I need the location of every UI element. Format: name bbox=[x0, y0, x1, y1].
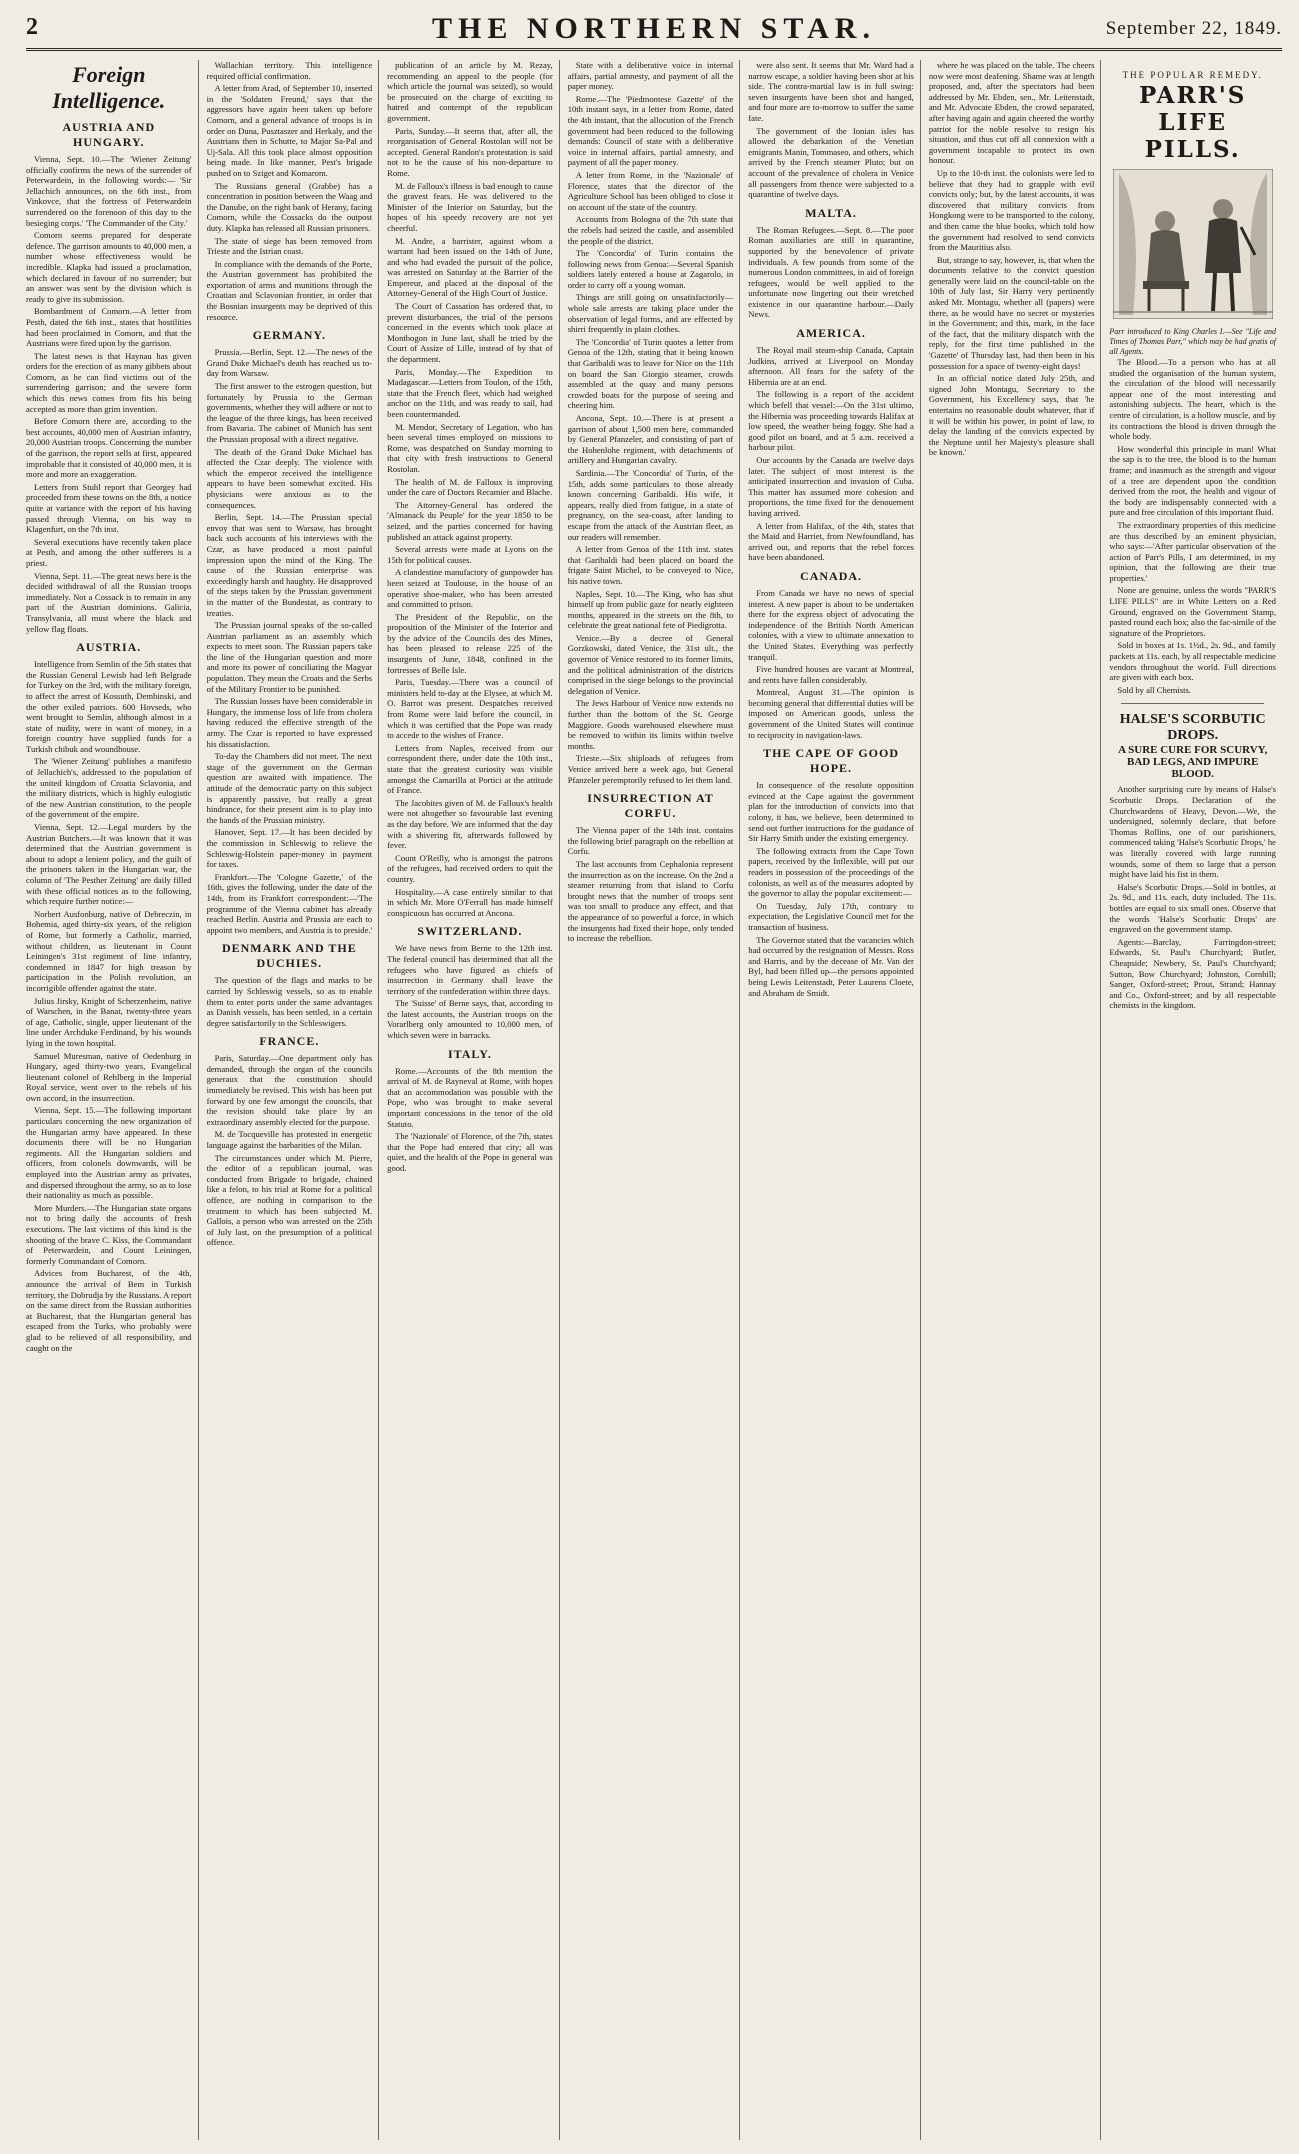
paragraph: Count O'Reilly, who is amongst the patrons of the refugees, had received orders to quit the country. bbox=[387, 852, 553, 884]
paragraph: The Russians general (Grabbe) has a concentration in position between the Waag and the Danube, on the right bank of Herany, facing Comorn, while the Cossacks do the outpost duty. Klapka has released all Russian prisoners. bbox=[206, 180, 373, 233]
paragraph: The following extracts from the Cape Town papers, received by the Inflexible, will put our readers in possession of the proceedings of the colonists, as well as of the measures adopted by the governor to allay the popular excitement:— bbox=[748, 845, 914, 899]
paragraph: Julius Jirsky, Knight of Scherzenheim, native of Warschen, in the Banat, twenty-three years of age, Catholic, single, upper lieutenant of the line under Archduke Ferdinand, by his wounds lying in the town hospital. bbox=[26, 995, 192, 1048]
paragraph: The extraordinary properties of this medicine are thus described by an eminent physician, who says:—'After particular observation of the action of Parr's Pills, I am determined, in my opinion, that the following are their true properties.' bbox=[1109, 519, 1276, 583]
column-3 bbox=[387, 60, 560, 2140]
article-body bbox=[207, 1053, 373, 1248]
paragraph: Things are still going on unsatisfactorily—whole sale arrests are taking place under the observation of legal forms, and are effected by shirri frequently in plain clothes. bbox=[567, 292, 734, 335]
paragraph: M. de Falloux's illness is bad enough to cause the gravest fears. He was delivered to the Minister of the Interior on Saturday, but the hopes of his speedy recovery are not yet cheerful. bbox=[387, 180, 553, 233]
paragraph: Letters from Stuhl report that Georgey had proceeded from these towns on the 8th, a notice quite at variance with the report of his having passed through Vienna, on his way to Klagenfurt, on the 7th inst. bbox=[26, 481, 192, 535]
article-body bbox=[26, 659, 192, 1353]
illustration-caption: Parr introduced to King Charles I.—See "Life and Times of Thomas Parr," which may be had gratis of all Agents. bbox=[1109, 327, 1276, 356]
paragraph: Vienna, Sept. 12.—Legal murders by the Austrian Butchers.—It was known that it was determined that the Austrian government is about to adopt a lenient policy, and the guilt of the prisoners taken in the Hungarian war, the column of 'The Pesther Zeitung' are daily filled with these official notices as to the following, which require further notice:— bbox=[26, 822, 192, 907]
paragraph: M. de Tocqueville has protested in energetic language against the barbarities of the Milan. bbox=[206, 1129, 373, 1151]
paragraph: The latest news is that Haynau has given orders for the erection of as many gibbets about Comorn, as he can find victims out of the surrendering garrison; and the severe form which this news comes from fits his being accepted as more than grim invention. bbox=[26, 350, 192, 414]
issue-date: September 22, 1849. bbox=[1105, 18, 1282, 39]
paragraph: Comorn seems prepared for desperate defence. The garrison amounts to 40,000 men, a number whose effectiveness would be incredible. Klapka had issued a proclamation, which declared in favour of no surrender; but an answer was sent by the division which is ready to give its submission. bbox=[26, 230, 192, 304]
paragraph: The Court of Cassation has ordered that, to prevent disturbances, the trial of the persons concerned in the events which took place at Montbogon in June last, shall be tried by the Court of Assize of Lille, instead of by that of the department. bbox=[387, 301, 553, 365]
paragraph: The question of the flags and marks to be carried by Schleswig vessels, so as to enable them to enter ports under the same advantages as Danish vessels, has been settled, in a certain degree satisfactorily to the Schleswigers. bbox=[206, 975, 373, 1028]
paragraph: The 'Suisse' of Berne says, that, according to the latest accounts, the Austrian troops on the Vorarlberg only amounted to 10,000 men, of which seven were in barracks. bbox=[387, 998, 553, 1041]
subheading-switzerland: SWITZERLAND. bbox=[417, 924, 523, 939]
article-body bbox=[207, 347, 373, 935]
article-body bbox=[568, 60, 734, 785]
paragraph: The 'Concordia' of Turin contains the following news from Genoa:—Several Spanish soldiers lately entered a house at Zagarolo, in order to carry off a young woman. bbox=[567, 248, 734, 290]
subheading-cape-of-good-hope: THE CAPE OF GOOD HOPE. bbox=[763, 746, 900, 776]
paragraph: publication of an article by M. Rezay, recommending an appeal to the people (for which article the journal was seized), so would be prosecuted on the charge of exciting to hatred and contempt of the republican government. bbox=[387, 60, 553, 123]
paragraph: The Royal mail steam-ship Canada, Captain Judkins, arrived at Liverpool on Monday afternoon. All fears for the safety of the Hibernia are at an end. bbox=[748, 345, 914, 387]
paragraph: We have news from Berne to the 12th inst. The federal council has determined that all the refugees who have figured as chiefs of insurrection in Germany shall leave the territory of the confederation within three days. bbox=[387, 943, 553, 996]
ad-title-halses-drops: HALSE'S SCORBUTIC DROPS. bbox=[1119, 712, 1266, 744]
paragraph: The health of M. de Falloux is improving under the care of Doctors Recamier and Blache. bbox=[387, 476, 553, 498]
paragraph: Our accounts by the Canada are twelve days later. The subject of most interest is the anticipated insurrection and invasion of Cuba. This matter has assumed more cohesion and proportions, the time fixed for the denouement having arrived. bbox=[748, 455, 914, 518]
paragraph: The Governor stated that the vacancies which had occurred by the resignation of Messrs. Ross and Harris, and by the decease of Mr. Van der Byl, had been filled up—the persons appointed being Lewis Leitenstadt, Peter Laurens Cloete, and Abraham de Smidt. bbox=[748, 934, 914, 998]
paragraph: Several arrests were made at Lyons on the 15th for political causes. bbox=[387, 544, 553, 565]
subheading-corfu: INSURRECTION AT CORFU. bbox=[587, 791, 714, 821]
paragraph: On Tuesday, July 17th, contrary to expectation, the Legislative Council met for the transaction of business. bbox=[748, 900, 914, 932]
column-6 bbox=[929, 60, 1102, 2140]
article-body bbox=[748, 588, 914, 740]
article-body bbox=[207, 60, 373, 322]
paragraph: A clandestine manufactory of gunpowder has been seized at Toulouse, in the house of an operative shoe-maker, who has been arrested and committed to prison. bbox=[387, 567, 553, 610]
article-body bbox=[568, 825, 734, 944]
paragraph: None are genuine, unless the words "PARR'S LIFE PILLS" are in White Letters on a Red Ground, engraved on the Government Stamp, pasted round each box; also the fac-simile of the signature of the Proprietors. bbox=[1109, 585, 1276, 638]
paragraph: The Jacobites given of M. de Falloux's health were not altogether so favourable last evening as the day before. We are informed that the day with a shivering fit, afterwards followed by fever. bbox=[387, 797, 553, 851]
paragraph: A letter from Arad, of September 10, inserted in the 'Soldaten Freund,' says that the aggressors have again been taken up before Comorn, and a general advance of troops is in order on Duna, Pusztaszer and Herkaly, and the Austrians then in Schutte, to Major Sa-Pal and Uj-Sala. All this took place almost opposition being made. In like manner, Pest's brigade pushed on to Sziget and Komarom. bbox=[206, 83, 373, 178]
paragraph: The 'Concordia' of Turin quotes a letter from Genoa of the 12th, stating that it being known that Garibaldi was to leave for Nice on the 11th on board the San Giorgio steamer, crowds assembled at the quay and many persons crowded boats for the purpose of seeing and cheering him. bbox=[567, 336, 734, 411]
paragraph: Ancona, Sept. 10.—There is at present a garrison of about 1,500 men here, commanded by General Pfanzeler, and consisting of part of the Hohenlohe regiment, with detachments of artillery and Hungarian cavalry. bbox=[567, 413, 734, 466]
paragraph: Halse's Scorbutic Drops.—Sold in bottles, at 2s. 9d., and 11s. each, duty included. The 11s. bottles are equal to six small ones. Observe that the words 'Halse's Scorbutic Drops' are engraved on the government stamp. bbox=[1109, 881, 1276, 935]
paragraph: The Vienna paper of the 14th inst. contains the following brief paragraph on the rebellion at Corfu. bbox=[567, 825, 734, 857]
paragraph: How wonderful this principle in man! What the sap is to the tree, the blood is to the human frame; and inasmuch as the strength and vigour of a tree are dependent upon the condition derived from the root, the health and vigour of the body are indispensably connected with a pure and free circulation of this important fluid. bbox=[1109, 443, 1276, 518]
subheading-denmark: DENMARK AND THE DUCHIES. bbox=[221, 941, 357, 971]
subheading-canada: CANADA. bbox=[800, 568, 863, 583]
paragraph: A letter from Rome, in the 'Nazionale' of Florence, states that the director of the Agriculture School has been obliged to close it on account of the state of the country. bbox=[567, 169, 734, 212]
ad-body bbox=[1109, 784, 1276, 1010]
subheading-austria-hungary: AUSTRIA AND HUNGARY. bbox=[62, 120, 156, 149]
paragraph: To-day the Chambers did not meet. The next stage of the government on the German question are awaited with impatience. The attitude of the democratic party on this subject is apparently passive, but really a great hindrance, for their present aim is to play into the hands of the Prussian ministry. bbox=[206, 751, 373, 825]
subheading-america: AMERICA. bbox=[796, 326, 866, 341]
paragraph: Paris, Saturday.—One department only has demanded, through the organ of the councils generaux that the constitution should immediately be revised. This wish has been put forward by one few amongst the councils, that the revision should take place by an extraordinary assembly elected for the purpose. bbox=[206, 1053, 373, 1127]
paragraph: The Jews Harbour of Venice now extends no further than the bottom of the St. George Maggiore. Goods warehoused elsewhere must be removed to within its limits within twelve months. bbox=[567, 698, 734, 751]
newspaper-title: THE NORTHERN STAR. bbox=[432, 12, 876, 45]
section-heading-foreign-intelligence: Foreign Intelligence. bbox=[52, 62, 166, 113]
paragraph: A letter from Halifax, of the 4th, states that the Maid and Harriet, from Newfoundland, has arrived out, and reports that the rebel forces have been abandoned. bbox=[748, 520, 914, 563]
paragraph: In an official notice dated July 25th, and signed John Montagu, Secretary to the Government, his Excellency says, that 'he entertains no reasonable doubt whatever, that if it will be within his power, in point of law, to delay the landing of the convicts expected by the Neptune until her Majesty's pleasure shall be known.' bbox=[928, 373, 1095, 458]
paragraph: Vienna, Sept. 11.—The great news here is the decided withdrawal of all the Russian troops immediately. Not a Cossack is to remain in any part of the Austrian dominions. Galicia, Transylvania, all must where the black and yellow flag floats. bbox=[26, 570, 192, 634]
paragraph: The Blood.—To a person who has at all studied the organisation of the human system, the circulation of the blood will necessarily appear one of the most interesting and astonishing subjects. The heart, which is the centre of circulation, is a hollow muscle, and by its contractions the blood is driven through the whole body. bbox=[1109, 357, 1276, 442]
article-body bbox=[387, 943, 553, 1040]
paragraph: Prussia.—Berlin, Sept. 12.—The news of the Grand Duke Michael's death has reached us to-day from Warsaw. bbox=[206, 347, 373, 379]
paragraph: Vienna, Sept. 15.—The following important particulars concerning the new organization of the Hungarian army have appeared. In these documents there will be no Hungarian regiments. All the Hungarian soldiers and officers, from colonels downwards, will be employed into the Austrian army as privates, and dispersed throughout the army, so as to lose their nationality as much as possible. bbox=[26, 1105, 192, 1201]
paragraph: Advices from Bucharest, of the 4th, announce the arrival of Bem in Turkish territory, the Dobrudja by the Russians. A report on the same direct from the Russian authorities at Bucharest, that the Hungarian general has escaped from the Turks, who probably were glad to be relieved of all responsibility, and caught on the bbox=[26, 1268, 192, 1353]
paragraph: Five hundred houses are vacant at Montreal, and rents have fallen considerably. bbox=[748, 664, 914, 685]
paragraph: Norbert Ausfonburg, native of Debreczin, in Bohemia, aged thirty-six years, of the religion of Rome, but formerly a Catholic, married, without children, as lieutenant in Count Leiningen's 31st regiment of line infantry, condemned in 1847 for high treason by participation in the Polish revolution, an incorrigible offender against the state. bbox=[26, 908, 192, 993]
paragraph: Bombardment of Comorn.—A letter from Pesth, dated the 6th inst., states that hostilities had been proclaimed in Comorn, and that the Austrians were fired upon by the garrison. bbox=[26, 306, 192, 349]
article-body bbox=[748, 345, 914, 563]
paragraph: were also sent. It seems that Mr. Ward had a narrow escape, a soldier having been shot at his side. The contra-martial law is in full swing: seven insurgents have been shot and hanged, and four more are to-morrow to suffer the same fate. bbox=[748, 60, 914, 123]
masthead bbox=[26, 8, 1282, 51]
column-1 bbox=[26, 60, 199, 2140]
ad-title-parrs-life-pills: PARR'S LIFE PILLS. bbox=[1139, 82, 1247, 163]
paragraph: Sold in boxes at 1s. 1½d., 2s. 9d., and family packets at 11s. each, by all respectable medicine vendors throughout the world. Full directions are given with each box. bbox=[1109, 640, 1276, 683]
paragraph: Agents:—Barclay, Farringdon-street; Edwards, St. Paul's Churchyard; Butler, Cheapside; Newbery, St. Paul's Churchyard; Sutton, Bow Churchyard; Johnston, Cornhill; Sanger, Oxford-street; Prout, Strand; Hannay and Co., Oxford-street; and by all respectable chemists in the kingdom. bbox=[1109, 936, 1276, 1011]
paragraph: Montreal, August 31.—The opinion is becoming general that differential duties will be imposed on American goods, unless the government of the United States will continue to reciprocity in navigation-laws. bbox=[748, 687, 914, 740]
paragraph: The Prussian journal speaks of the so-called Austrian parliament as an assembly which expects to meet soon. The Russian papers take the line of the Hungarian question and more and more its power of conciliating the Magyar population. They mean the Croats and the Serbs of the Military Frontier to be punished. bbox=[206, 620, 373, 694]
paragraph: Venice.—By a decree of General Gorzkowski, dated Venice, the 31st ult., the governor of Venice restored to its former limits, and the political administration of the districts comprised in the siege belongs to the provincial delegation of Venice. bbox=[567, 632, 734, 696]
paragraph: Wallachian territory. This intelligence required official confirmation. bbox=[206, 60, 373, 81]
paragraph: Paris, Tuesday.—There was a council of ministers held to-day at the Elysee, at which M. O. Barrot was present. Despatches received from Rome were laid before the council, in which it was certified that the Pope was ready to accede to the wishes of France. bbox=[387, 677, 553, 741]
paragraph: M. Mendor, Secretary of Legation, who has been several times employed on missions to Rome, was despatched on Sunday morning to that city with fresh instructions to General Rostolan. bbox=[387, 421, 553, 474]
columns bbox=[26, 60, 1282, 2140]
article-body bbox=[207, 975, 373, 1028]
paragraph: Samuel Muresman, native of Oedenburg in Hungary, aged thirty-two years, Evangelical lieutenant colonel of Rehlberg in the Imperial Royal service, went over to the rebels of his own accord, in the insurrection. bbox=[26, 1050, 192, 1103]
paragraph: But, strange to say, however, is, that when the documents relative to the convict question generally were laid on the council-table on the 10th of July last, Sir Harry very pertinently asked Mr. Montagu, whether all (papers) were there, as he would have no secret or mysteries in the Government; and this, mark, in the face of the fact, that the military dispatch with the reply, for the first time published in the 'Gazette' of Thursday last, had then been in his possession for a space of twenty-eight days! bbox=[928, 254, 1095, 371]
paragraph: The Russian losses have been considerable in Hungary, the immense loss of life from cholera having reduced the effective strength of the army. The Czar is reported to have expressed his dissatisfaction. bbox=[206, 696, 373, 749]
article-body bbox=[748, 60, 914, 200]
column-2 bbox=[207, 60, 380, 2140]
paragraph: The 'Nazionale' of Florence, of the 7th, states that the Pope had entered that city; all was quiet, and the health of the Pope in general was good. bbox=[387, 1131, 553, 1173]
paragraph: Frankfort.—The 'Cologne Gazette,' of the 16th, gives the following, under the date of the 14th, from its Frankfort correspondent:—'The programme of the Vienna cabinet has already reached Berlin. Austria and Prussia are each to appoint two members, and Austria is to preside.' bbox=[206, 871, 373, 935]
paragraph: M. Andre, a barrister, against whom a warrant had been issued on the 14th of June, and who had evaded the pursuit of the police, was arrested on Saturday at the Barrier of the Empereur, and placed at the disposal of the Attorney-General of the High Court of Justice. bbox=[387, 235, 553, 299]
paragraph: Another surprising cure by means of Halse's Scorbutic Drops. Declaration of the Churchwardens of Heavy, Devon.—We, the undersigned, solemnly declare, that before Thomas Rollins, one of our parishioners, commenced taking 'Halse's Scorbutic Drops,' he was literally covered with large running wounds, some of them so large that a person might have laid his fist in them. bbox=[1109, 784, 1276, 880]
paragraph: The state of siege has been removed from Trieste and the Istrian coast. bbox=[206, 235, 373, 257]
column-5 bbox=[748, 60, 921, 2140]
paragraph: The President of the Republic, on the proposition of the Minister of the Interior and by the advice of the Councils des des Mines, has been pleased to release 225 of the insurgents of June, 1848, confined in the fortresses of Belle Isle. bbox=[387, 611, 553, 675]
paragraph: The following is a report of the accident which befell that vessel:—On the 31st ultimo, the Hibernia was proceeding towards Halifax at low speed, the weather being foggy. She had a good pilot on board, and at 5 a.m. received a harbour pilot. bbox=[748, 389, 914, 453]
paragraph: The death of the Grand Duke Michael has affected the Czar deeply. The violence with which the emperor received the intelligence appears to have been somewhat excited. His physicians were anxious as to the consequences. bbox=[206, 446, 373, 510]
paragraph: In consequence of the resolute opposition evinced at the Cape against the government plan for the introduction of convicts into that colony, it has, we believe, been determined to send out further instructions for the guidance of Sir Harry Smith under the existing emergency. bbox=[748, 780, 914, 844]
paragraph: Several executions have recently taken place at Pesth, and among the other sufferers is a priest. bbox=[26, 536, 192, 568]
paragraph: From Canada we have no news of special interest. A new paper is about to be undertaken there for the express object of advocating the independence of the British North American colonies, with a view to ultimate annexation to the United States. Everything was perfectly tranquil. bbox=[748, 587, 914, 662]
page-number: 2 bbox=[26, 14, 38, 40]
paragraph: Trieste.—Six shiploads of refugees from Venice arrived here a week ago, but General Pfanzeler peremptorily refused to let them land. bbox=[567, 753, 734, 785]
divider bbox=[1121, 703, 1264, 704]
paragraph: Accounts from Bologna of the 7th state that the rebels had seized the castle, and assembled the people of the district. bbox=[567, 214, 734, 246]
paragraph: Paris, Sunday.—It seems that, after all, the reorganisation of General Rostolan will not be accepted. General Randon's protestation is said not to be the cause of his non-departure to Rome. bbox=[387, 125, 553, 178]
column-4 bbox=[568, 60, 741, 2140]
article-body bbox=[387, 60, 553, 918]
paragraph: Rome.—Accounts of the 8th mention the arrival of M. de Rayneval at Rome, with hopes that an accommodation was possible with the Pope, who was brought to make several important concessions in the tenor of the old Statuto. bbox=[387, 1065, 553, 1129]
paragraph: Up to the 10-th inst. the colonists were led to believe that they had to grapple with evil convicts only; but, by the latest accounts, it was discovered that military convicts from Hongkong were to be transported to the colony, and then came the blue books, which told how the government had resolved to send convicts from the Mauritius also. bbox=[928, 167, 1095, 253]
subheading-france: FRANCE. bbox=[259, 1034, 320, 1049]
column-7-advertisements bbox=[1109, 60, 1282, 2140]
ad-kicker: THE POPULAR REMEDY. bbox=[1122, 70, 1263, 80]
paragraph: The last accounts from Cephalonia represent the insurrection as on the increase. On the 2nd a steamer returning from that island to Corfu brought news that the number of troops sent was too small to produce any effect, and that the appearance of so powerful a force, in which the insurgents had fixed their hope, only tended to increase the rebellion. bbox=[567, 858, 734, 944]
ad-body bbox=[1109, 357, 1276, 695]
paragraph: Letters from Naples, received from our correspondent there, under date the 10th inst., state that the greatest curiosity was visible amongst the Camarilla at Portici at the attitude of France. bbox=[387, 742, 553, 796]
paragraph: Intelligence from Semlin of the 5th states that the Russian General Lewisb had left Belgrade for Turkey on the 3rd, with the military foreign, to affect the arrest of Kossuth, Dembinski, and the other exiled patriots. 600 Hovseds, who went brought to Semlin, although almost in a state of nudity, were in want of money, in a foreign country have supplied funds for a Turkish chibuk and woundhouse. bbox=[26, 659, 192, 754]
paragraph: Hanover, Sept. 17.—It has been decided by the commission in Schleswig to relieve the Schleswig-Holstein paper-money in payment for taxes. bbox=[206, 827, 373, 870]
paragraph: The government of the Ionian isles has allowed the debarkation of the Venetian emigrants Manin, Tommaseo, and others, which arrived by the French steamer Pluto; but on account of the prevalence of cholera in Venice all passengers from thence were subjected to a quarantine of twelve days. bbox=[748, 125, 914, 200]
paragraph: The 'Wiener Zeitung' publishes a manifesto of Jellachich's, addressed to the population of the united kingdom of Croatia Sclavonia, and the military districts, which is highly eulogistic of the new Austrian constitution, to the people of the government of the empire. bbox=[26, 756, 192, 820]
paragraph: Paris, Monday.—The Expedition to Madagascar.—Letters from Toulon, of the 15th, state that the French fleet, which had weighed anchor on the 11th, and was ready to sail, had been countermanded. bbox=[387, 366, 553, 419]
paragraph: where he was placed on the table. The cheers now were most deafening. Shame was at length proposed, and, after the spectators had been addressed by Mr. Ebden, sen., Mr. Leitenstadt, and Mr. Advocate Ebden, the crowd separated, after having again and again cheered the worthy patriot for the noble resolve to resign his situation, and thus cut off all connexion with a government incapable to protect its own honour. bbox=[928, 60, 1095, 166]
paragraph: Berlin, Sept. 14.—The Prussian special envoy that was sent to Warsaw, has brought back such accounts of his interviews with the Czar, as have produced a most painful impression upon the mind of the King. The cause of the Russian enterprise was exceedingly harsh and haughty. He disapproved of the steps taken by the Prussian government in the matter of the Bundestat, as contrary to treaties. bbox=[206, 512, 373, 618]
subheading-italy: ITALY. bbox=[447, 1046, 492, 1061]
engraving-illustration bbox=[1113, 169, 1273, 319]
article-body bbox=[748, 780, 914, 998]
paragraph: Sold by all Chemists. bbox=[1117, 684, 1191, 695]
paragraph: The Attorney-General has ordered the 'Almanack du Peuple' for the year 1850 to be seized, and the parties concerned for having published an attack against property. bbox=[387, 499, 553, 542]
paragraph: The first answer to the estrogen question, but fortunately by Prussia to the German governments, whether they will adhere or not to the league of the three kings, has been received from Bavaria. The cabinet of Munich has sent the Prussian proposal with a direct negative. bbox=[206, 381, 373, 444]
paragraph: More Murders.—The Hungarian state organs not to bring daily the accounts of fresh executions. The last victims of this kind is the shooting of the brave C. Kiss, the Commandant of Peterwardein, and Count Leiningen, formerly Commandant of Comorn. bbox=[26, 1202, 192, 1266]
subheading-austria: AUSTRIA. bbox=[76, 640, 142, 655]
article-body bbox=[26, 154, 192, 634]
paragraph: Before Comorn there are, according to the best accounts, 40,000 men of Austrian infantry, 20,000 Austrian troops. Concerning the number of the garrison, the report sells at first, appeared improbable that it consisted of 40,000 men, it is more and more an exaggeration. bbox=[26, 416, 192, 480]
article-body bbox=[748, 225, 914, 320]
article-body bbox=[387, 1066, 553, 1174]
subheading-malta: MALTA. bbox=[805, 205, 857, 220]
ad-subtitle: A SURE CURE FOR SCURVY, BAD LEGS, AND IMPURE BLOOD. bbox=[1118, 744, 1268, 781]
paragraph: Hospitality.—A case entirely similar to that in which Mr. More O'Ferrall has made himself conspicuous has occurred at Ancona. bbox=[387, 886, 553, 918]
paragraph: State with a deliberative voice in internal affairs, partial amnesty, and payment of all the paper money. bbox=[567, 60, 734, 92]
paragraph: Naples, Sept. 10.—The King, who has shut himself up from public gaze for nearly eighteen months, appeared in the streets on the 8th, to celebrate the great national fete of Piedigrotta. bbox=[567, 588, 734, 631]
paragraph: A letter from Genoa of the 11th inst. states that Garibaldi had been placed on board the frigate Saint Michel, to be conveyed to Nice, his native town. bbox=[567, 544, 734, 586]
paragraph: The circumstances under which M. Pierre, the editor of a republican journal, was conducted from Brigade to brigade, chained like a felon, to his trial at Rome for a political offence, are nothing in comparison to the treatment to which has been subjected M. Gallois, a person who was arrested on the 25th of July last, on the presumption of a political offence. bbox=[206, 1152, 373, 1248]
paragraph: In compliance with the demands of the Porte, the Austrian government has prohibited the exportation of arms and munitions through the Croatian and Sclavonian frontier, in order that the Bosnian insurgents may be deprived of this resource. bbox=[206, 258, 373, 322]
paragraph: Vienna, Sept. 10.—The 'Wiener Zeitung' officially confirms the news of the surrender of Peterwardein, in the following words:— 'Sir Jellachich announces, on the 6th inst., from Vinkovce, that the fortress of Peterwardein surrendered on the forenoon of this day to the besieging corps.' 'The Commander of the City.' bbox=[26, 154, 192, 228]
paragraph: The Roman Refugees.—Sept. 8.—The poor Roman auxiliaries are still in quarantine, supported by the benevolence of private individuals. A few pounds from some of the numerous London committees, in aid of foreign refugees, would be well applied to the unfortunate now lingering out their wretched existence in our quarantine harbour.—Daily News. bbox=[748, 224, 914, 320]
article-body bbox=[929, 60, 1095, 458]
paragraph: Rome.—The 'Piedmontese Gazette' of the 10th instant says, in a letter from Rome, dated the 4th instant, that the allocution of the French government had been reduced to the following demands: Council of state with a deliberative voice in internal affairs, partial amnesty, and payment of all the paper money. bbox=[567, 93, 734, 168]
subheading-germany: GERMANY. bbox=[252, 328, 326, 343]
paragraph: Sardinia.—The 'Concordia' of Turin, of the 15th, adds some particulars to those already known concerning Garibaldi. His wife, it appears, really died from fatigue, in a state of pregnancy, on the sea-coast, after landing to escape from the attack of the Austrian fleet, as our readers will remember. bbox=[567, 467, 734, 542]
